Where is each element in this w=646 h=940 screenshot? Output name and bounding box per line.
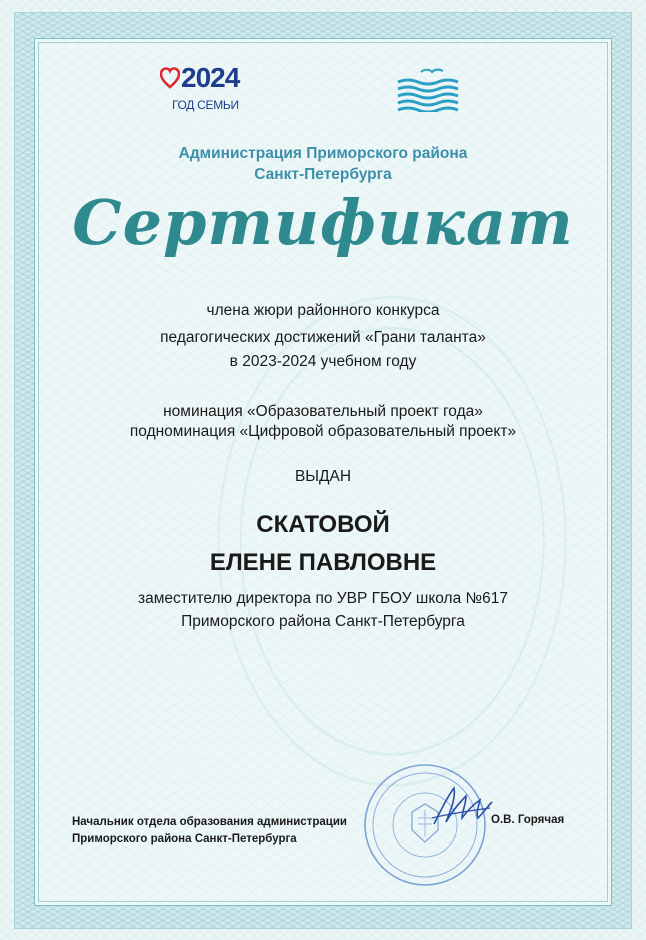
logo-caption: ГОД СЕМЬИ (172, 98, 239, 112)
handwritten-signature (428, 778, 498, 838)
seagull-waves-icon (395, 66, 461, 112)
signatory-title-line-2: Приморского района Санкт-Петербурга (72, 833, 297, 845)
recipient-position-1: заместителю директора по УВР ГБОУ школа №617 (137, 590, 509, 607)
issuer-line-2: Санкт-Петербурга (254, 166, 392, 183)
recipient-position-2: Приморского района Санкт-Петербурга (181, 613, 465, 630)
nomination-line: номинация «Образовательный проект года» (163, 403, 483, 420)
signatory-title-line-1: Начальник отдела образования администрации (72, 816, 347, 828)
recipient-surname: СКАТОВОЙ (256, 511, 390, 538)
signatory-name: О.В. Горячая (491, 814, 565, 826)
body-line-3: в 2023-2024 учебном году (229, 353, 417, 370)
body-line-2: педагогических достижений «Грани таланта» (160, 329, 486, 346)
signatory-title (72, 814, 347, 848)
certificate-title: Сертификат (72, 186, 574, 259)
recipient-given-name: ЕЛЕНЕ ПАВЛОВНЕ (209, 549, 437, 576)
issuer-line-1: Администрация Приморского района (178, 145, 468, 162)
subnomination-line: подноминация «Цифровой образовательный проект» (129, 423, 517, 440)
body-line-1: члена жюри районного конкурса (206, 302, 440, 319)
issued-label: ВЫДАН (294, 468, 352, 485)
heart-icon (160, 67, 180, 89)
year-of-family-logo (160, 62, 240, 122)
logo-year: 2024 (181, 62, 240, 93)
